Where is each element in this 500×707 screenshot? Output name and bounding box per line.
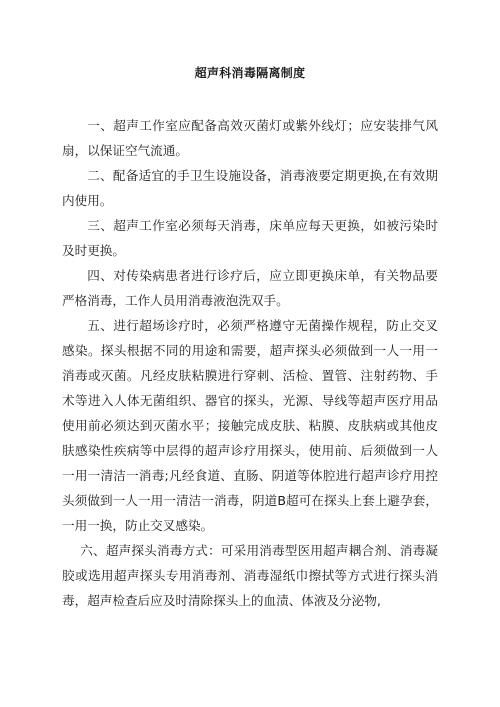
paragraph-4: 四、对传染病患者进行诊疗后，应立即更换床单，有关物品要严格消毒，工作人员用消毒液泡洗双手。	[62, 268, 438, 308]
paragraph-2: 二、配备适宜的手卫生设施设备，消毒液要定期更换,在有效期内使用。	[62, 168, 438, 208]
document-body	[62, 113, 438, 613]
paragraph-3: 三、超声工作室必须每天消毒，床单应每天更换，如被污染时及时更换。	[62, 218, 438, 258]
document-title: 超声科消毒隔离制度	[194, 66, 306, 80]
paragraph-5: 五、进行超场诊疗时，必须严格遵守无菌操作规程，防止交叉感染。探头根据不同的用途和需要，超声探头必须做到一人一用一消毒或灭菌。凡经皮肤粘膜进行穿刺、活检、置管、注射药物、手术等进入人体无菌组织、器官的探头，光源、导线等超声医疗用品使用前必须达到灭菌水平；接触完成皮肤、粘膜、皮肤病或其他皮肤感染性疾病等中层得的超声诊疗用探头，使用前、后须做到一人一用一清洁一消毒;凡经食道、直肠、阴道等体腔进行超声诊疗用控头须做到一人一用一清洁一消毒，阴道B超可在探头上套上避孕套，一用一换，防止交叉感染。	[62, 318, 438, 533]
paragraph-6: 六、超声探头消毒方式：可采用消毒型医用超声耦合剂、消毒凝胶或选用超声探头专用消毒剂、消毒湿纸巾擦拭等方式进行探头消毒，超声检查后应及时清除探头上的血渍、体液及分泌物,	[62, 543, 438, 608]
paragraph-1: 一、超声工作室应配备高效灭菌灯或紫外线灯；应安装排气风扇，以保证空气流通。	[62, 118, 438, 158]
